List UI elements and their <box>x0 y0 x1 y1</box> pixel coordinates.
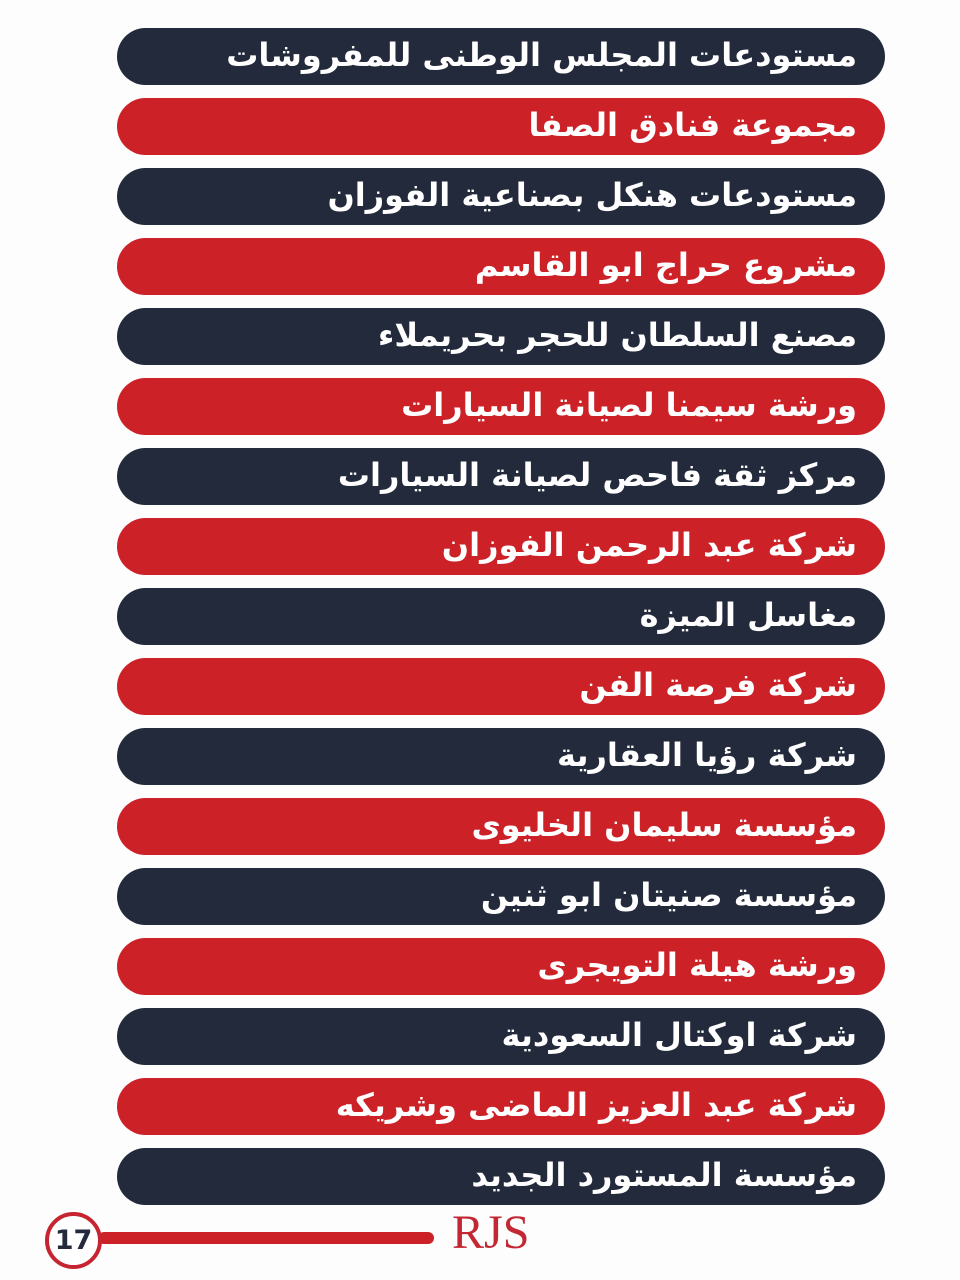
company-name-label: مغاسل الميزة <box>639 595 857 634</box>
company-pill <box>117 728 885 785</box>
company-pill <box>117 868 885 925</box>
company-pill <box>117 798 885 855</box>
company-name-label: مصنع السلطان للحجر بحريملاء <box>377 315 857 354</box>
company-name-label: ورشة هيلة التويجرى <box>537 945 857 984</box>
company-name-label: شركة رؤيا العقارية <box>557 735 857 774</box>
company-pill <box>117 588 885 645</box>
company-name-label: مجموعة فنادق الصفا <box>528 105 857 144</box>
company-pill <box>117 308 885 365</box>
company-pill <box>117 518 885 575</box>
company-pill <box>117 28 885 85</box>
company-pill <box>117 658 885 715</box>
company-name-label: مركز ثقة فاحص لصيانة السيارات <box>337 455 857 494</box>
company-name-label: ورشة سيمنا لصيانة السيارات <box>401 385 857 424</box>
company-pill <box>117 1078 885 1135</box>
company-name-label: مؤسسة سليمان الخليوى <box>471 805 857 844</box>
company-name-label: مستودعات هنكل بصناعية الفوزان <box>327 175 857 214</box>
company-pill <box>117 378 885 435</box>
company-pill <box>117 938 885 995</box>
page-footer <box>0 1205 960 1280</box>
company-list <box>117 28 885 1205</box>
company-pill <box>117 448 885 505</box>
company-name-label: مؤسسة صنيتان ابو ثنين <box>480 875 857 914</box>
company-name-label: مشروع حراج ابو القاسم <box>474 245 857 284</box>
company-pill <box>117 1008 885 1065</box>
page-number-text: 17 <box>54 1225 93 1256</box>
page-number-badge <box>45 1212 102 1269</box>
company-pill <box>117 98 885 155</box>
brand-logo-text: RJS <box>452 1206 530 1259</box>
footer-accent-line <box>98 1232 434 1244</box>
company-name-label: شركة اوكتال السعودية <box>501 1015 857 1054</box>
company-pill <box>117 168 885 225</box>
company-name-label: مستودعات المجلس الوطنى للمفروشات <box>226 35 857 74</box>
company-pill <box>117 1148 885 1205</box>
company-name-label: شركة فرصة الفن <box>579 665 857 704</box>
company-name-label: شركة عبد الرحمن الفوزان <box>441 525 857 564</box>
company-name-label: مؤسسة المستورد الجديد <box>471 1155 857 1194</box>
company-name-label: شركة عبد العزيز الماضى وشريكه <box>335 1085 857 1124</box>
company-pill <box>117 238 885 295</box>
